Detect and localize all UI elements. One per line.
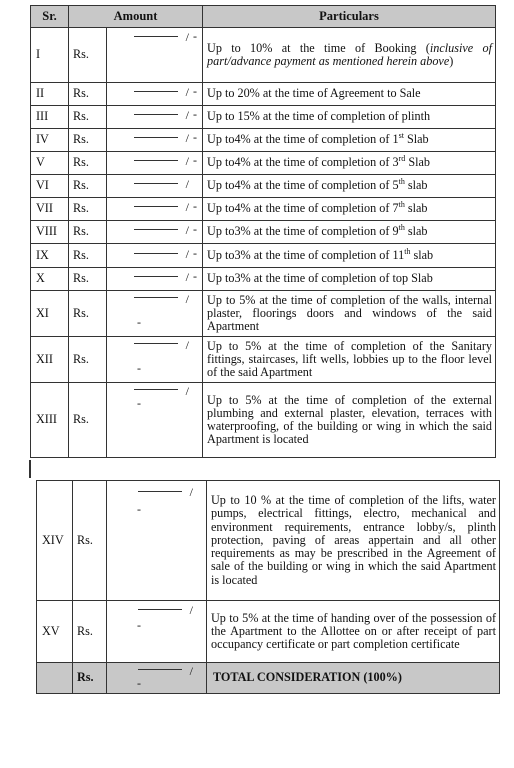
row-particulars: Up to 5% at the time of completion of the walls, internal plaster, floorings doors and windows of the said Apartment	[203, 291, 496, 337]
row-rs: Rs.	[69, 244, 107, 268]
row-rs: Rs.	[73, 481, 107, 601]
row-rs: Rs.	[69, 268, 107, 291]
row-particulars: Up to 5% at the time of completion of the Sanitary fittings, staircases, lift wells, lobbies up to the floor level of the said Apartment	[203, 337, 496, 383]
table-row	[31, 129, 496, 152]
row-particulars: Up to3% at the time of completion of 9th slab	[203, 221, 496, 244]
header-amount: Amount	[69, 6, 203, 28]
row-amount: / -	[107, 383, 203, 458]
row-amount: / -	[107, 244, 203, 268]
row-amount: / -	[107, 221, 203, 244]
row-amount: / -	[107, 198, 203, 221]
row-rs: Rs.	[69, 198, 107, 221]
row-sr: XII	[31, 337, 69, 383]
row-rs: Rs.	[69, 129, 107, 152]
row-particulars: Up to3% at the time of completion of top Slab	[203, 268, 496, 291]
table-row	[31, 175, 496, 198]
row-particulars: Up to4% at the time of completion of 3rd Slab	[203, 152, 496, 175]
row-amount: / -	[107, 291, 203, 337]
table-row	[37, 481, 500, 601]
amount-slash: /	[185, 30, 190, 44]
payment-schedule-table-continued	[36, 480, 500, 694]
total-amount: / -	[107, 663, 207, 694]
row-particulars: Up to 5% at the time of handing over of the possession of the Apartment to the Allottee on or after receipt of part occupancy certificate or part completion certificate	[207, 601, 500, 663]
row-sr: VI	[31, 175, 69, 198]
row-amount	[107, 28, 203, 83]
row-sr: IX	[31, 244, 69, 268]
row-sr: IV	[31, 129, 69, 152]
row-rs: Rs.	[69, 221, 107, 244]
total-sr	[37, 663, 73, 694]
table-row	[31, 244, 496, 268]
row-particulars: Up to 15% at the time of completion of plinth	[203, 106, 496, 129]
amount-blank	[134, 36, 178, 37]
row-particulars: Up to3% at the time of completion of 11th slab	[203, 244, 496, 268]
row-rs: Rs.	[69, 106, 107, 129]
total-rs: Rs.	[73, 663, 107, 694]
row-sr: XI	[31, 291, 69, 337]
table-row	[31, 28, 496, 83]
row-rs: Rs.	[69, 383, 107, 458]
row-particulars: Up to4% at the time of completion of 7th slab	[203, 198, 496, 221]
table-row	[31, 198, 496, 221]
row-amount: / -	[107, 601, 207, 663]
payment-schedule-table	[30, 5, 496, 458]
row-sr: XV	[37, 601, 73, 663]
row-rs: Rs.	[69, 28, 107, 83]
row-sr: V	[31, 152, 69, 175]
row-sr: VII	[31, 198, 69, 221]
row-sr: I	[31, 28, 69, 83]
row-rs: Rs.	[73, 601, 107, 663]
row-sr: III	[31, 106, 69, 129]
table-row	[37, 601, 500, 663]
header-sr: Sr.	[31, 6, 69, 28]
amount-dash: -	[193, 29, 198, 43]
row-amount: / -	[107, 152, 203, 175]
row-rs: Rs.	[69, 175, 107, 198]
table-row	[31, 291, 496, 337]
table-row	[31, 83, 496, 106]
row-rs: Rs.	[69, 83, 107, 106]
table-row	[31, 383, 496, 458]
row-amount: / -	[107, 106, 203, 129]
row-sr: XIII	[31, 383, 69, 458]
row-amount: / -	[107, 337, 203, 383]
row-particulars: Up to 10 % at the time of completion of the lifts, water pumps, electrical fittings, electro, mechanical and environment requirements, entrance lobby/s, plinth protection, paving of areas appertain and all other requirements as may be prescribed in the Agreement of sale of the building or wing in which the said Apartment is located	[207, 481, 500, 601]
table-row	[31, 106, 496, 129]
row-amount: / -	[107, 481, 207, 601]
row-rs: Rs.	[69, 337, 107, 383]
row-amount: /	[107, 175, 203, 198]
row-particulars: Up to 20% at the time of Agreement to Sale	[203, 83, 496, 106]
row-particulars: Up to 5% at the time of completion of the external plumbing and external plaster, elevation, terraces with waterproofing, of the building or wing in which the said Apartment is located	[203, 383, 496, 458]
table-row	[31, 152, 496, 175]
row-sr: X	[31, 268, 69, 291]
row-rs: Rs.	[69, 291, 107, 337]
header-particulars: Particulars	[203, 6, 496, 28]
row-sr: VIII	[31, 221, 69, 244]
row-sr: XIV	[37, 481, 73, 601]
row-rs: Rs.	[69, 152, 107, 175]
table-row	[31, 337, 496, 383]
row-amount: / -	[107, 83, 203, 106]
row-particulars: Up to4% at the time of completion of 1st Slab	[203, 129, 496, 152]
table-row	[31, 221, 496, 244]
table-row	[31, 268, 496, 291]
row-particulars: Up to 10% at the time of Booking (inclusive of part/advance payment as mentioned herein above)	[203, 28, 496, 83]
total-row	[37, 663, 500, 694]
page-border-fragment	[29, 460, 31, 478]
row-sr: II	[31, 83, 69, 106]
row-amount: / -	[107, 129, 203, 152]
table-header-row	[31, 6, 496, 28]
total-label: TOTAL CONSIDERATION (100%)	[207, 663, 500, 694]
row-particulars: Up to4% at the time of completion of 5th slab	[203, 175, 496, 198]
row-amount: / -	[107, 268, 203, 291]
